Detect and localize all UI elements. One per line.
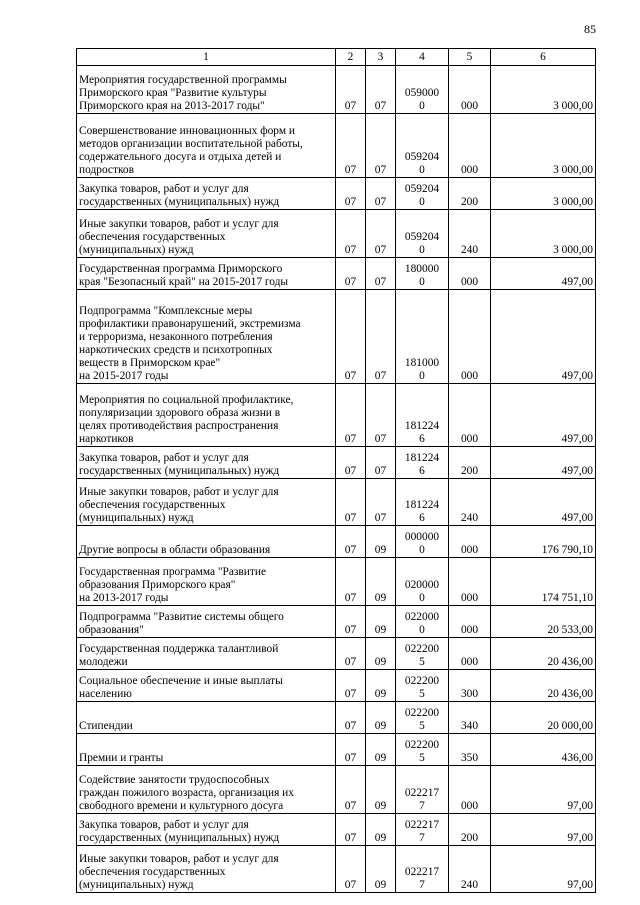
table-row [77, 384, 596, 447]
row-section: 07 [344, 276, 357, 288]
row-subsection: 09 [374, 752, 387, 764]
row-section-cell [336, 447, 366, 479]
row-amount: 3 000,00 [553, 164, 593, 176]
row-expense-type-cell [449, 290, 491, 384]
row-target-code-cell [396, 558, 449, 606]
row-subsection-cell [366, 734, 396, 766]
row-amount-cell [491, 526, 596, 558]
row-target-code: 020000 0 [404, 579, 440, 604]
row-section-cell [336, 638, 366, 670]
row-amount-cell [491, 814, 596, 846]
row-name-cell [77, 447, 336, 479]
row-expense-type-cell [449, 638, 491, 670]
row-subsection: 07 [374, 164, 387, 176]
row-target-code-cell [396, 447, 449, 479]
row-amount-cell [491, 638, 596, 670]
row-amount-cell [491, 479, 596, 526]
header-cell: 5 [449, 49, 491, 66]
row-name-cell [77, 384, 336, 447]
row-section-cell [336, 702, 366, 734]
row-section: 07 [344, 433, 357, 445]
row-expense-type: 240 [460, 512, 479, 524]
row-section-cell [336, 734, 366, 766]
row-amount: 497,00 [561, 465, 593, 477]
row-target-code: 181224 6 [404, 499, 440, 524]
row-section-cell [336, 766, 366, 814]
header-cell: 3 [366, 49, 396, 66]
row-name: Другие вопросы в области образования [79, 544, 271, 556]
row-target-code-cell [396, 479, 449, 526]
row-name-cell [77, 846, 336, 893]
row-section: 07 [344, 370, 357, 382]
row-expense-type-cell [449, 606, 491, 638]
row-amount: 436,00 [561, 752, 593, 764]
row-subsection: 09 [374, 720, 387, 732]
row-expense-type-cell [449, 526, 491, 558]
row-subsection-cell [366, 558, 396, 606]
row-expense-type-cell [449, 178, 491, 210]
row-amount-cell [491, 178, 596, 210]
header-cell: 2 [336, 49, 366, 66]
header-cell: 1 [77, 49, 336, 66]
row-name-cell [77, 670, 336, 702]
row-expense-type: 350 [460, 752, 479, 764]
row-target-code: 181224 6 [404, 452, 440, 477]
row-expense-type-cell [449, 384, 491, 447]
row-section: 07 [344, 879, 357, 891]
table-row [77, 290, 596, 384]
row-subsection-cell [366, 766, 396, 814]
row-subsection: 09 [374, 800, 387, 812]
row-subsection-cell [366, 606, 396, 638]
row-name: Государственная поддержка талантливой молодежи [79, 643, 279, 668]
row-expense-type-cell [449, 210, 491, 258]
row-name-cell [77, 114, 336, 178]
row-section: 07 [344, 800, 357, 812]
row-name: Стипендии [79, 720, 133, 732]
row-expense-type-cell [449, 66, 491, 114]
row-subsection: 09 [374, 592, 387, 604]
row-name-cell [77, 734, 336, 766]
row-expense-type: 240 [460, 879, 479, 891]
row-section-cell [336, 114, 366, 178]
row-subsection: 07 [374, 465, 387, 477]
row-section: 07 [344, 196, 357, 208]
row-section: 07 [344, 512, 357, 524]
row-amount: 97,00 [567, 800, 593, 812]
row-subsection: 07 [374, 370, 387, 382]
table-header-row [77, 49, 596, 66]
table-row [77, 114, 596, 178]
row-subsection: 09 [374, 544, 387, 556]
row-amount: 497,00 [561, 276, 593, 288]
row-subsection: 07 [374, 512, 387, 524]
row-subsection-cell [366, 814, 396, 846]
row-section-cell [336, 384, 366, 447]
table-row [77, 670, 596, 702]
row-section-cell [336, 66, 366, 114]
row-expense-type-cell [449, 734, 491, 766]
row-target-code: 059204 0 [404, 183, 440, 208]
row-name-cell [77, 66, 336, 114]
row-amount: 497,00 [561, 512, 593, 524]
row-amount: 97,00 [567, 832, 593, 844]
row-section-cell [336, 846, 366, 893]
row-expense-type: 340 [460, 720, 479, 732]
row-section-cell [336, 479, 366, 526]
row-target-code: 022200 5 [404, 675, 440, 700]
table-row [77, 766, 596, 814]
row-subsection-cell [366, 702, 396, 734]
table-row [77, 734, 596, 766]
row-target-code-cell [396, 384, 449, 447]
row-expense-type: 000 [460, 433, 479, 445]
row-subsection-cell [366, 258, 396, 290]
row-expense-type-cell [449, 479, 491, 526]
row-target-code: 181000 0 [404, 357, 440, 382]
row-target-code: 059204 0 [404, 151, 440, 176]
row-section: 07 [344, 100, 357, 112]
table-row [77, 210, 596, 258]
row-name: Мероприятия по социальной профилактике, популяризации здорового образа жизни в целях противодействия распространения наркотиков [79, 394, 294, 445]
row-section: 07 [344, 592, 357, 604]
row-target-code: 181224 6 [404, 420, 440, 445]
row-amount-cell [491, 766, 596, 814]
row-amount: 497,00 [561, 433, 593, 445]
row-expense-type: 000 [460, 656, 479, 668]
row-expense-type: 300 [460, 688, 479, 700]
row-subsection: 09 [374, 832, 387, 844]
row-section: 07 [344, 465, 357, 477]
row-target-code-cell [396, 258, 449, 290]
row-expense-type-cell [449, 258, 491, 290]
row-expense-type: 200 [460, 832, 479, 844]
row-amount-cell [491, 670, 596, 702]
row-subsection-cell [366, 846, 396, 893]
row-expense-type: 200 [460, 196, 479, 208]
row-target-code-cell [396, 846, 449, 893]
row-amount-cell [491, 606, 596, 638]
row-section-cell [336, 606, 366, 638]
row-target-code-cell [396, 814, 449, 846]
row-amount: 176 790,10 [541, 544, 593, 556]
table-row [77, 606, 596, 638]
row-subsection-cell [366, 447, 396, 479]
row-subsection: 07 [374, 244, 387, 256]
row-section-cell [336, 210, 366, 258]
row-amount-cell [491, 558, 596, 606]
row-target-code: 022217 7 [404, 787, 440, 812]
row-expense-type: 000 [460, 370, 479, 382]
row-name-cell [77, 558, 336, 606]
row-target-code-cell [396, 702, 449, 734]
row-expense-type-cell [449, 702, 491, 734]
row-name-cell [77, 766, 336, 814]
row-subsection-cell [366, 526, 396, 558]
row-target-code: 000000 0 [404, 531, 440, 556]
row-expense-type: 000 [460, 800, 479, 812]
row-amount-cell [491, 66, 596, 114]
row-subsection: 09 [374, 656, 387, 668]
row-target-code-cell [396, 114, 449, 178]
header-cell: 6 [491, 49, 596, 66]
row-target-code-cell [396, 526, 449, 558]
row-section: 07 [344, 544, 357, 556]
row-expense-type-cell [449, 114, 491, 178]
row-expense-type-cell [449, 558, 491, 606]
row-amount: 174 751,10 [541, 592, 593, 604]
row-section-cell [336, 290, 366, 384]
row-section: 07 [344, 164, 357, 176]
table-row [77, 479, 596, 526]
row-name-cell [77, 210, 336, 258]
row-expense-type: 000 [460, 544, 479, 556]
row-name-cell [77, 606, 336, 638]
row-name: Закупка товаров, работ и услуг для государственных (муниципальных) нужд [79, 183, 280, 208]
row-subsection-cell [366, 114, 396, 178]
row-section-cell [336, 526, 366, 558]
row-subsection: 07 [374, 433, 387, 445]
row-target-code-cell [396, 210, 449, 258]
row-target-code: 059000 0 [404, 87, 440, 112]
row-amount-cell [491, 258, 596, 290]
row-name: Государственная программа "Развитие образования Приморского края" на 2013-2017 годы [79, 566, 267, 604]
row-section: 07 [344, 752, 357, 764]
row-amount-cell [491, 702, 596, 734]
row-section: 07 [344, 656, 357, 668]
row-name: Закупка товаров, работ и услуг для государственных (муниципальных) нужд [79, 819, 280, 844]
row-target-code: 022200 5 [404, 739, 440, 764]
row-expense-type: 200 [460, 465, 479, 477]
row-amount: 20 533,00 [547, 624, 593, 636]
table-row [77, 702, 596, 734]
row-name: Государственная программа Приморского края "Безопасный край" на 2015-2017 годы [79, 263, 289, 288]
row-name: Социальное обеспечение и иные выплаты населению [79, 675, 283, 700]
row-name: Совершенствование инновационных форм и методов организации воспитательной работы, содержательного досуга и отдыха детей и подростков [79, 125, 303, 176]
row-section: 07 [344, 720, 357, 732]
row-expense-type-cell [449, 846, 491, 893]
row-name: Иные закупки товаров, работ и услуг для обеспечения государственных (муниципальных) нужд [79, 486, 279, 524]
header-cell: 4 [396, 49, 449, 66]
row-expense-type: 000 [460, 164, 479, 176]
row-amount: 97,00 [567, 879, 593, 891]
row-amount: 3 000,00 [553, 100, 593, 112]
row-name: Подпрограмма "Развитие системы общего образования" [79, 611, 284, 636]
row-section: 07 [344, 244, 357, 256]
row-expense-type-cell [449, 670, 491, 702]
row-amount-cell [491, 384, 596, 447]
table-row [77, 638, 596, 670]
row-section-cell [336, 558, 366, 606]
row-name-cell [77, 258, 336, 290]
row-amount: 20 000,00 [547, 720, 593, 732]
row-expense-type: 000 [460, 100, 479, 112]
row-amount: 3 000,00 [553, 196, 593, 208]
row-subsection-cell [366, 290, 396, 384]
row-expense-type: 000 [460, 276, 479, 288]
row-target-code-cell [396, 178, 449, 210]
row-target-code-cell [396, 290, 449, 384]
table-row [77, 526, 596, 558]
row-name-cell [77, 638, 336, 670]
row-subsection-cell [366, 210, 396, 258]
row-amount: 3 000,00 [553, 244, 593, 256]
row-name-cell [77, 178, 336, 210]
row-name: Иные закупки товаров, работ и услуг для обеспечения государственных (муниципальных) нужд [79, 218, 279, 256]
row-name-cell [77, 479, 336, 526]
row-target-code-cell [396, 670, 449, 702]
row-amount: 497,00 [561, 370, 593, 382]
row-section: 07 [344, 624, 357, 636]
row-name: Мероприятия государственной программы Приморского края "Развитие культуры Приморского края на 2013-2017 годы" [79, 74, 287, 112]
row-amount: 20 436,00 [547, 688, 593, 700]
row-amount-cell [491, 114, 596, 178]
row-amount-cell [491, 734, 596, 766]
row-name: Подпрограмма "Комплексные меры профилактики правонарушений, экстремизма и терроризма, незаконного потребления наркотических средств и психотропных веществ в Приморском крае" на 2015-2017 годы [79, 305, 301, 382]
row-name-cell [77, 526, 336, 558]
row-target-code-cell [396, 606, 449, 638]
row-section-cell [336, 258, 366, 290]
row-amount-cell [491, 846, 596, 893]
row-expense-type: 000 [460, 624, 479, 636]
table-row [77, 447, 596, 479]
row-name-cell [77, 814, 336, 846]
row-target-code-cell [396, 734, 449, 766]
row-expense-type-cell [449, 814, 491, 846]
table-row [77, 558, 596, 606]
row-expense-type-cell [449, 766, 491, 814]
row-target-code: 180000 0 [404, 263, 440, 288]
row-expense-type: 240 [460, 244, 479, 256]
row-subsection-cell [366, 670, 396, 702]
row-subsection: 09 [374, 624, 387, 636]
row-expense-type: 000 [460, 592, 479, 604]
row-target-code: 022200 5 [404, 707, 440, 732]
row-target-code-cell [396, 66, 449, 114]
row-target-code: 022217 7 [404, 866, 440, 891]
row-amount-cell [491, 210, 596, 258]
row-section-cell [336, 670, 366, 702]
row-section: 07 [344, 832, 357, 844]
budget-table [76, 48, 596, 893]
row-target-code: 022200 5 [404, 643, 440, 668]
table-row [77, 178, 596, 210]
row-target-code: 022217 7 [404, 819, 440, 844]
page-number: 85 [584, 22, 596, 36]
row-amount-cell [491, 447, 596, 479]
row-subsection-cell [366, 479, 396, 526]
table-row [77, 846, 596, 893]
row-subsection: 07 [374, 196, 387, 208]
table-row [77, 66, 596, 114]
row-subsection-cell [366, 66, 396, 114]
row-target-code: 059204 0 [404, 231, 440, 256]
row-name: Содействие занятости трудоспособных граждан пожилого возраста, организация их свободного времени и культурного досуга [79, 774, 294, 812]
row-expense-type-cell [449, 447, 491, 479]
row-amount-cell [491, 290, 596, 384]
table-row [77, 258, 596, 290]
row-target-code: 022000 0 [404, 611, 440, 636]
row-subsection: 07 [374, 100, 387, 112]
row-name-cell [77, 702, 336, 734]
row-subsection-cell [366, 178, 396, 210]
row-subsection: 07 [374, 276, 387, 288]
row-name: Иные закупки товаров, работ и услуг для обеспечения государственных (муниципальных) нужд [79, 853, 279, 891]
row-name: Закупка товаров, работ и услуг для государственных (муниципальных) нужд [79, 452, 280, 477]
row-target-code-cell [396, 638, 449, 670]
row-section: 07 [344, 688, 357, 700]
row-name-cell [77, 290, 336, 384]
row-target-code-cell [396, 766, 449, 814]
row-section-cell [336, 814, 366, 846]
row-subsection-cell [366, 384, 396, 447]
row-subsection: 09 [374, 879, 387, 891]
row-amount: 20 436,00 [547, 656, 593, 668]
table-row [77, 814, 596, 846]
row-name: Премии и гранты [79, 752, 164, 764]
row-subsection-cell [366, 638, 396, 670]
row-section-cell [336, 178, 366, 210]
row-subsection: 09 [374, 688, 387, 700]
